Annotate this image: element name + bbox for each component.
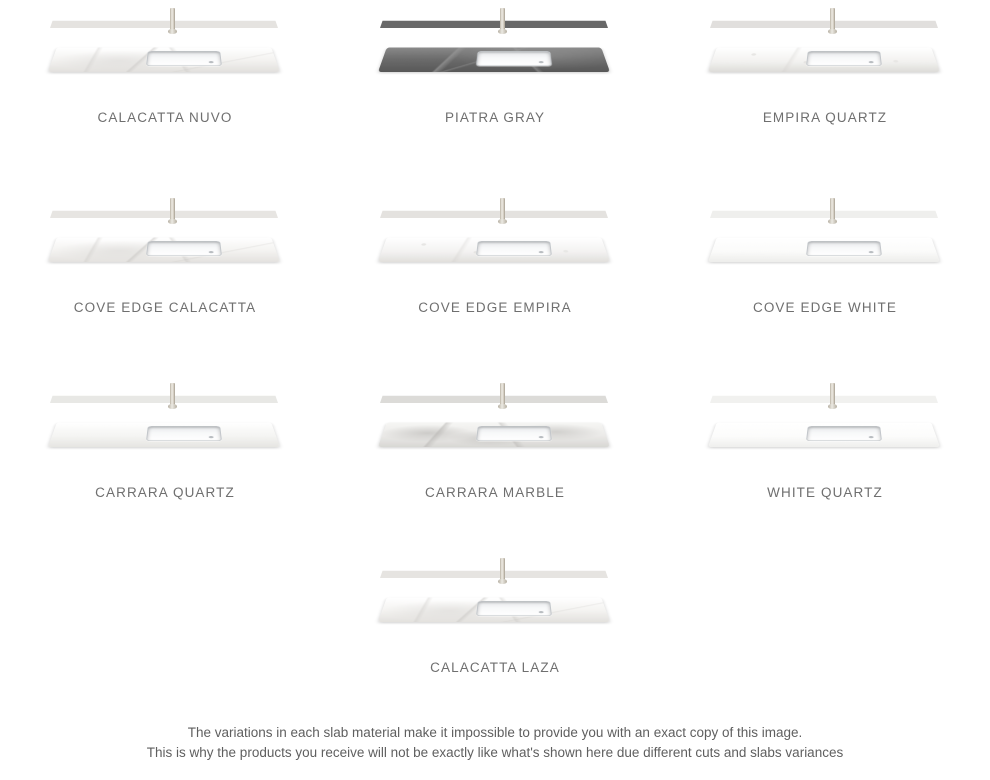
- sink-basin: [476, 241, 552, 256]
- vanity-top-illustration: [40, 190, 290, 290]
- sink-basin: [806, 51, 882, 66]
- countertop-back-edge: [50, 211, 278, 218]
- sink-basin: [476, 426, 552, 441]
- vanity-top-illustration: [700, 190, 950, 290]
- countertop-label: WHITE QUARTZ: [767, 485, 883, 500]
- faucet-base: [168, 29, 177, 34]
- countertop-swatch[interactable]: [660, 190, 990, 315]
- countertop-swatch[interactable]: [0, 0, 330, 125]
- faucet-icon: [828, 383, 837, 409]
- vanity-top-illustration: [40, 0, 290, 100]
- vanity-top-illustration: [370, 375, 620, 475]
- countertop-back-edge: [50, 396, 278, 403]
- sink-basin: [146, 51, 222, 66]
- faucet-base: [828, 29, 837, 34]
- countertop-label: CALACATTA LAZA: [430, 660, 560, 675]
- faucet-base: [828, 404, 837, 409]
- sink-basin: [146, 241, 222, 256]
- countertop-label: PIATRA GRAY: [444, 110, 546, 125]
- vanity-top-illustration: [370, 0, 620, 100]
- countertop-image: [700, 375, 950, 475]
- vanity-top-illustration: [40, 375, 290, 475]
- faucet-icon: [498, 383, 507, 409]
- faucet-icon: [498, 558, 507, 584]
- faucet-spout: [170, 198, 175, 220]
- faucet-spout: [830, 198, 835, 220]
- faucet-icon: [828, 8, 837, 34]
- countertop-image: [370, 550, 620, 650]
- countertop-back-edge: [710, 211, 938, 218]
- countertop-swatch[interactable]: [330, 190, 660, 315]
- faucet-spout: [500, 198, 505, 220]
- countertop-swatch[interactable]: [330, 0, 660, 125]
- countertop-swatch[interactable]: [330, 550, 660, 675]
- faucet-base: [168, 219, 177, 224]
- countertop-swatch[interactable]: [660, 0, 990, 125]
- countertop-image: [370, 190, 620, 290]
- sink-basin: [146, 426, 222, 441]
- faucet-base: [168, 404, 177, 409]
- sink-basin: [476, 601, 552, 616]
- faucet-icon: [168, 198, 177, 224]
- faucet-spout: [500, 558, 505, 580]
- countertop-label: CALACATTA NUVO: [97, 110, 233, 125]
- countertop-back-edge: [50, 21, 278, 28]
- vanity-top-illustration: [370, 550, 620, 650]
- faucet-icon: [498, 198, 507, 224]
- countertop-swatch[interactable]: [660, 375, 990, 500]
- faucet-spout: [170, 8, 175, 30]
- countertop-label: COVE EDGE EMPIRA: [418, 300, 572, 315]
- countertop-image: [370, 0, 620, 100]
- countertop-label: CARRARA MARBLE: [425, 485, 565, 500]
- countertop-back-edge: [710, 21, 938, 28]
- faucet-icon: [168, 383, 177, 409]
- faucet-spout: [500, 8, 505, 30]
- faucet-base: [498, 219, 507, 224]
- countertop-back-edge: [710, 396, 938, 403]
- countertop-swatch[interactable]: [330, 375, 660, 500]
- vanity-top-illustration: [370, 190, 620, 290]
- countertop-label: EMPIRA QUARTZ: [762, 110, 888, 125]
- faucet-base: [828, 219, 837, 224]
- countertop-image: [700, 0, 950, 100]
- countertop-image: [40, 375, 290, 475]
- countertop-label: COVE EDGE WHITE: [752, 300, 897, 315]
- faucet-icon: [828, 198, 837, 224]
- countertop-image: [40, 0, 290, 100]
- faucet-spout: [170, 383, 175, 405]
- countertop-back-edge: [380, 571, 608, 578]
- faucet-spout: [830, 8, 835, 30]
- countertop-back-edge: [380, 396, 608, 403]
- vanity-top-illustration: [700, 375, 950, 475]
- faucet-spout: [830, 383, 835, 405]
- countertop-label: COVE EDGE CALACATTA: [73, 300, 257, 315]
- countertop-image: [370, 375, 620, 475]
- faucet-icon: [168, 8, 177, 34]
- countertop-swatch[interactable]: [0, 375, 330, 500]
- countertop-swatch[interactable]: [0, 190, 330, 315]
- sink-basin: [806, 241, 882, 256]
- countertop-back-edge: [380, 21, 608, 28]
- countertop-label: CARRARA QUARTZ: [95, 485, 235, 500]
- countertop-image: [700, 190, 950, 290]
- disclaimer-line-1: The variations in each slab material make it impossible to provide you with an exact copy of this image.: [187, 725, 803, 740]
- disclaimer-line-2: This is why the products you receive will not be exactly like what's shown here due different cuts and slabs variances: [146, 745, 844, 760]
- countertop-back-edge: [380, 211, 608, 218]
- faucet-base: [498, 404, 507, 409]
- faucet-base: [498, 29, 507, 34]
- faucet-base: [498, 579, 507, 584]
- faucet-spout: [500, 383, 505, 405]
- faucet-icon: [498, 8, 507, 34]
- vanity-top-illustration: [700, 0, 950, 100]
- countertop-image: [40, 190, 290, 290]
- sink-basin: [476, 51, 552, 66]
- sink-basin: [806, 426, 882, 441]
